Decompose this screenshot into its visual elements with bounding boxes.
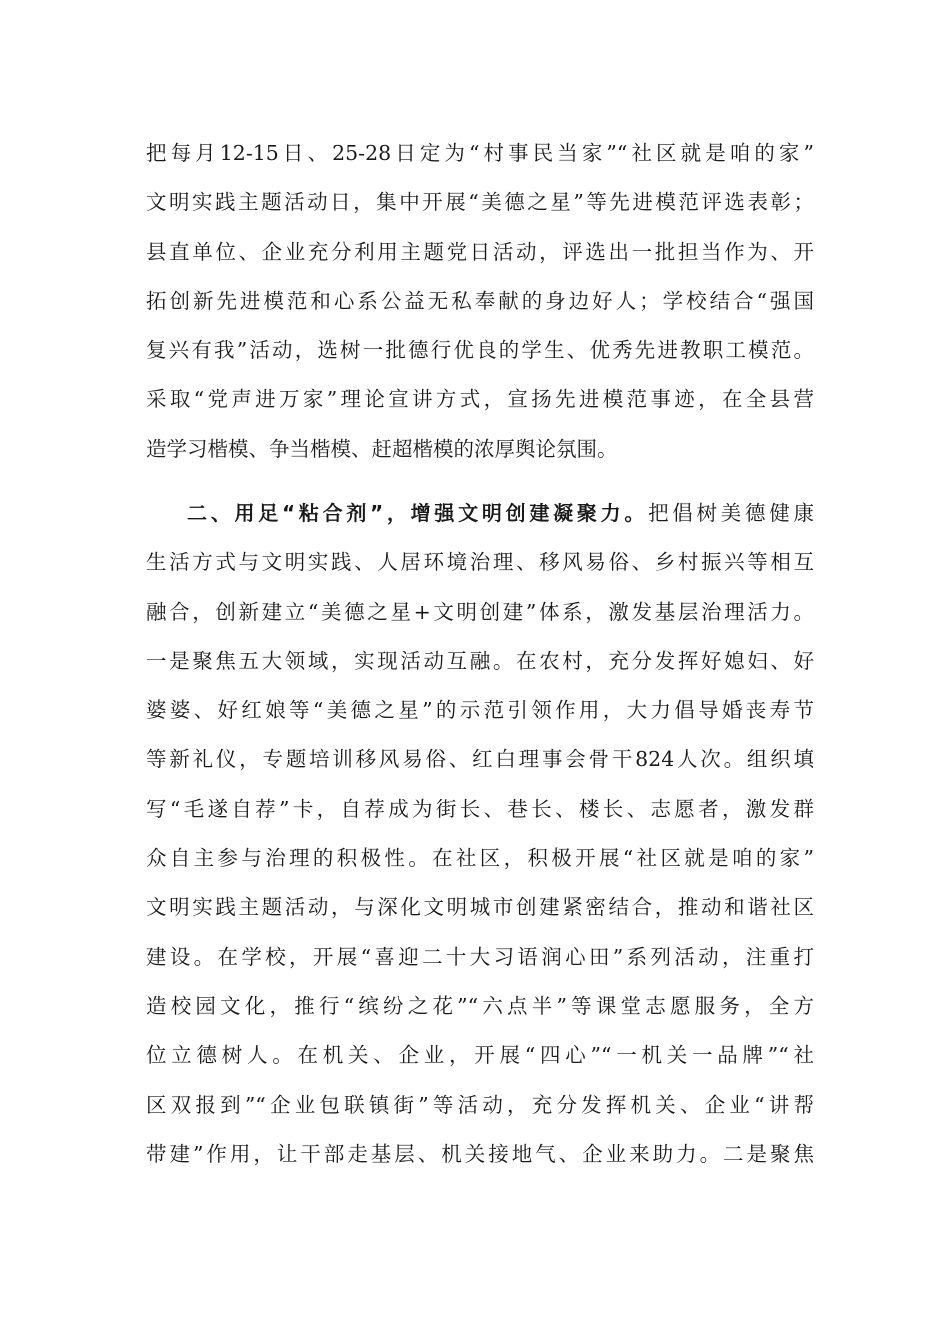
paragraph-line: 拓创新先进模范和心系公益无私奉献的身边好人；学校结合“强国 <box>146 288 814 313</box>
paragraph-line: 文明实践主题活动，与深化文明城市创建紧密结合，推动和谐社区 <box>146 895 814 920</box>
paragraph-line: 婆婆、好红娘等“美德之星”的示范引领作用，大力倡导婚丧寿节 <box>146 698 814 723</box>
paragraph-line: 融合，创新建立“美德之星+文明创建”体系，激发基层治理活力。 <box>146 599 814 624</box>
paragraph-first-line <box>146 489 814 538</box>
paragraph-line: 众自主参与治理的积极性。在社区，积极开展“社区就是咱的家” <box>146 846 814 871</box>
paragraph-line: 等新礼仪，专题培训移风易俗、红白理事会骨干824人次。组织填 <box>146 747 814 772</box>
paragraph-line: 造学习楷模、争当楷模、赶超楷模的浓厚舆论氛围。 <box>146 436 618 461</box>
paragraph-line: 生活方式与文明实践、人居环境治理、移风易俗、乡村振兴等相互 <box>146 550 814 575</box>
paragraph-line: 把每月12-15日、25-28日定为“村事民当家”“社区就是咱的家” <box>146 141 814 165</box>
paragraph-line-rest: 把倡树美德健康 <box>648 501 814 525</box>
paragraph-line: 造校园文化，推行“缤纷之花”“六点半”等课堂志愿服务，全方 <box>146 993 814 1018</box>
paragraph-line: 区双报到”“企业包联镇街”等活动，充分发挥机关、企业“讲帮 <box>146 1092 814 1117</box>
paragraph-line: 采取“党声进万家”理论宣讲方式，宣扬先进模范事迹，在全县营 <box>146 387 814 412</box>
paragraph-line: 一是聚焦五大领域，实现活动互融。在农村，充分发挥好媳妇、好 <box>146 648 814 673</box>
paragraph-1 <box>146 129 814 474</box>
paragraph-line: 建设。在学校，开展“喜迎二十大习语润心田”系列活动，注重打 <box>146 944 814 969</box>
paragraph-line: 位立德树人。在机关、企业，开展“四心”“一机关一品牌”“社 <box>146 1043 814 1068</box>
paragraph-line: 写“毛遂自荐”卡，自荐成为街长、巷长、楼长、志愿者，激发群 <box>146 796 814 821</box>
paragraph-line: 带建”作用，让干部走基层、机关接地气、企业来助力。二是聚焦 <box>146 1141 814 1166</box>
paragraph-line: 文明实践主题活动日，集中开展“美德之星”等先进模范评选表彰； <box>146 190 814 215</box>
paragraph-2 <box>146 489 814 1179</box>
section-heading: 二、用足“粘合剂”，增强文明创建凝聚力。 <box>187 501 649 525</box>
paragraph-line: 县直单位、企业充分利用主题党日活动，评选出一批担当作为、开 <box>146 239 814 264</box>
paragraph-line: 复兴有我”活动，选树一批德行优良的学生、优秀先进教职工模范。 <box>146 338 814 363</box>
